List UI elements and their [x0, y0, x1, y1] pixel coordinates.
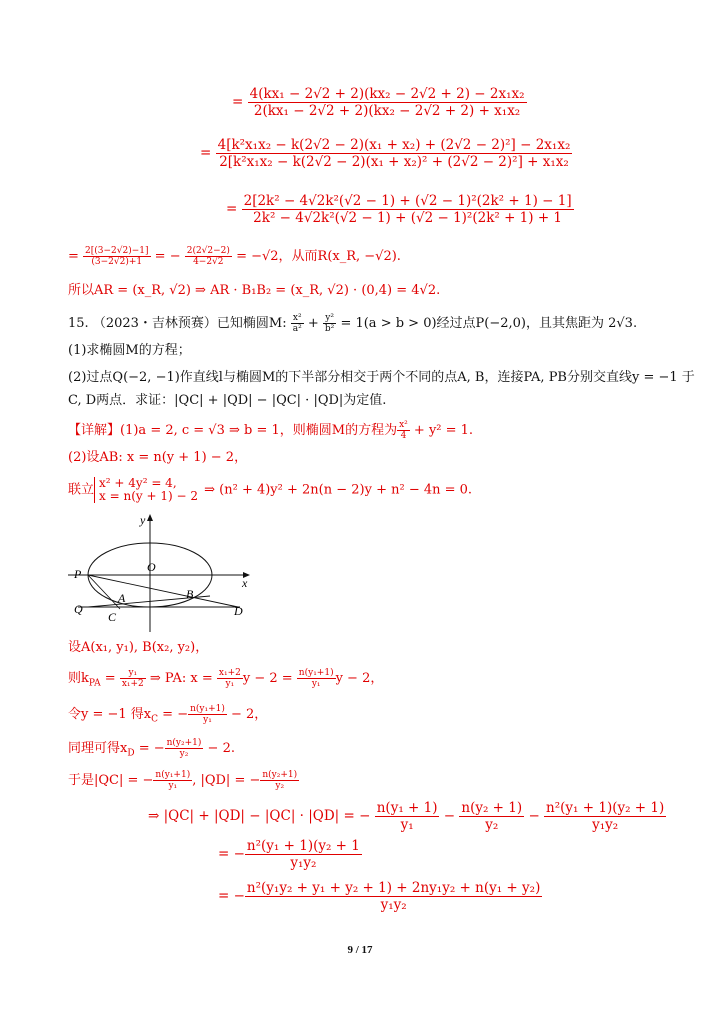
y-axis-label: y — [140, 514, 146, 527]
label-a: A — [118, 591, 126, 605]
final-derivation-line-2: = − $\frac{\text{n²(y₁ + 1)(y₂ + 1}}{\text{y₁y₂}}$ — [218, 838, 360, 871]
label-d: D — [234, 604, 243, 618]
line-pd — [88, 575, 238, 607]
label-p: P — [74, 567, 82, 581]
solution-qc-qd: 于是|QC| = − $\frac{\text{n(y₁+1)}}{\text{y₁}}$ , |QD| = − $\frac{\text{n(y₂+1)}}{\text{y₂}}$ — [68, 770, 298, 791]
final-derivation-line-1: ⇒ |QC| + |QD| − |QC| · |QD| = − $\frac{\text{n(y₁ + 1)}}{\text{y₁}}$ − $\frac{\text{n(y₂ + 1)}}{\text{y₂}}$ − $\frac{\text{n²(y₁ + 1)(y₂ + 1)}}{\text{y₁y₂}}$ — [148, 800, 665, 833]
derivation-line-2: = $\frac{\text{4[k²x₁x₂ − k(2√2 − 2)(x₁ + x₂) + (2√2 − 2)²] − 2x₁x₂}}{\text{2[k²x₁x₂ − k(2√2 − 2)(x₁ + x₂)² + (2√2 − 2)²] + x₁x₂}}$ — [200, 137, 571, 170]
fraction: $\frac{\text{2[2k² − 4√2k²(√2 − 1) + (√2 − 1)²(2k² + 1) − 1]}}{\text{2k² − 4√2k²(√2 − 1) + (√2 − 1)²(2k² + 1) + 1}}$ — [243, 193, 572, 226]
solution-label: 【详解】 — [68, 423, 121, 438]
label-o: O — [147, 560, 156, 574]
solution-xd: 同理可得$x_D$ = − $\frac{\text{n(y₂+1)}}{\text{y₂}}$ − 2. — [68, 738, 235, 759]
problem-stem: 15. （2023・吉林预赛）已知椭圆M: $\frac{\text{x²}}{\text{a²}}$ + $\frac{\text{y²}}{\text{b²}}$ = 1(a > b > 0)经过点P(−2,0)，且其焦距为 2√3. — [68, 313, 638, 334]
equation-system: x² + 4y² = 4, x = n(y + 1) − 2 — [94, 477, 200, 503]
problem-part-2-line-1: (2)过点Q(−2, −1)作直线l与椭圆M的下半部分相交于两个不同的点A, B，连接PA, PB分别交直线y = −1 于 — [68, 370, 695, 385]
derivation-line-1: = $\frac{\text{4(kx₁ − 2√2 + 2)(kx₂ − 2√2 + 2) − 2x₁x₂}}{\text{2(kx₁ − 2√2 + 2)(kx₂ − 2√2 + 2) + x₁x₂}}$ — [232, 86, 525, 119]
solution-part-2-set-ab: (2)设AB: x = n(y + 1) − 2， — [68, 450, 248, 465]
solution-xc: 令y = −1 得$x_C$ = − $\frac{\text{n(y₁+1)}}{\text{y₁}}$ − 2， — [68, 704, 268, 725]
solution-slope-pa: 则$k_{PA}$ = $\frac{\text{y₁}}{\text{x₁+2}}$ ⇒ PA: x = $\frac{\text{x₁+2}}{\text{y₁}}$ y − 2 = $\frac{\text{n(y₁+1)}}{\text{y₁}}$ y − 2， — [68, 668, 384, 689]
problem-part-1: (1)求椭圆M的方程； — [68, 343, 191, 358]
derivation-line-5: 所以AR = (x_R, √2) ⇒ AR · B₁B₂ = (x_R, √2) · (0,4) = 4√2. — [68, 283, 441, 298]
problem-part-2-line-2: C, D两点．求证：|QC| + |QD| − |QC| · |QD|为定值. — [68, 393, 387, 408]
page-number: 9 / 17 — [347, 944, 373, 956]
derivation-line-3: = $\frac{\text{2[2k² − 4√2k²(√2 − 1) + (√2 − 1)²(2k² + 1) − 1]}}{\text{2k² − 4√2k²(√2 − 1) + (√2 − 1)²(2k² + 1) + 1}}$ — [226, 193, 572, 226]
label-c: C — [108, 610, 117, 624]
derivation-line-4: = $\frac{2[(3-2√2)-1]}{(3-2√2)+1}$ = − $\frac{2(2√2-2)}{4-2√2}$ = −√2，从而R(x_R, −√2). — [68, 246, 401, 267]
final-derivation-line-3: = − $\frac{\text{n²(y₁y₂ + y₁ + y₂ + 1) + 2ny₁y₂ + n(y₁ + y₂)}}{\text{y₁y₂}}$ — [218, 880, 541, 913]
solution-part-1: 【详解】(1)a = 2, c = √3 ⇒ b = 1，则椭圆M的方程为 $\frac{\text{x²}}{4}$ + y² = 1. — [68, 420, 474, 441]
fraction: $\frac{\text{4[k²x₁x₂ − k(2√2 − 2)(x₁ + x₂) + (2√2 − 2)²] − 2x₁x₂}}{\text{2[k²x₁x₂ − k(2√2 − 2)(x₁ + x₂)² + (2√2 − 2)²] + x₁x₂}}$ — [217, 137, 571, 170]
label-b: B — [186, 587, 194, 601]
line-pc — [88, 575, 120, 609]
problem-number: 15. — [68, 316, 89, 331]
label-q: Q — [74, 602, 83, 616]
y-axis-arrow-icon — [147, 514, 153, 521]
fraction: $\frac{\text{4(kx₁ − 2√2 + 2)(kx₂ − 2√2 + 2) − 2x₁x₂}}{\text{2(kx₁ − 2√2 + 2)(kx₂ − 2√2 + 2) + x₁x₂}}$ — [249, 86, 525, 119]
ellipse-figure — [68, 514, 268, 634]
problem-source: （2023・吉林预赛） — [92, 316, 217, 331]
solution-set-points: 设A(x₁, y₁), B(x₂, y₂)， — [68, 640, 209, 655]
solution-system: 联立 x² + 4y² = 4, x = n(y + 1) − 2 ⇒ (n² + 4)y² + 2n(n − 2)y + n² − 4n = 0. — [68, 476, 473, 503]
x-axis-label: x — [242, 576, 248, 590]
